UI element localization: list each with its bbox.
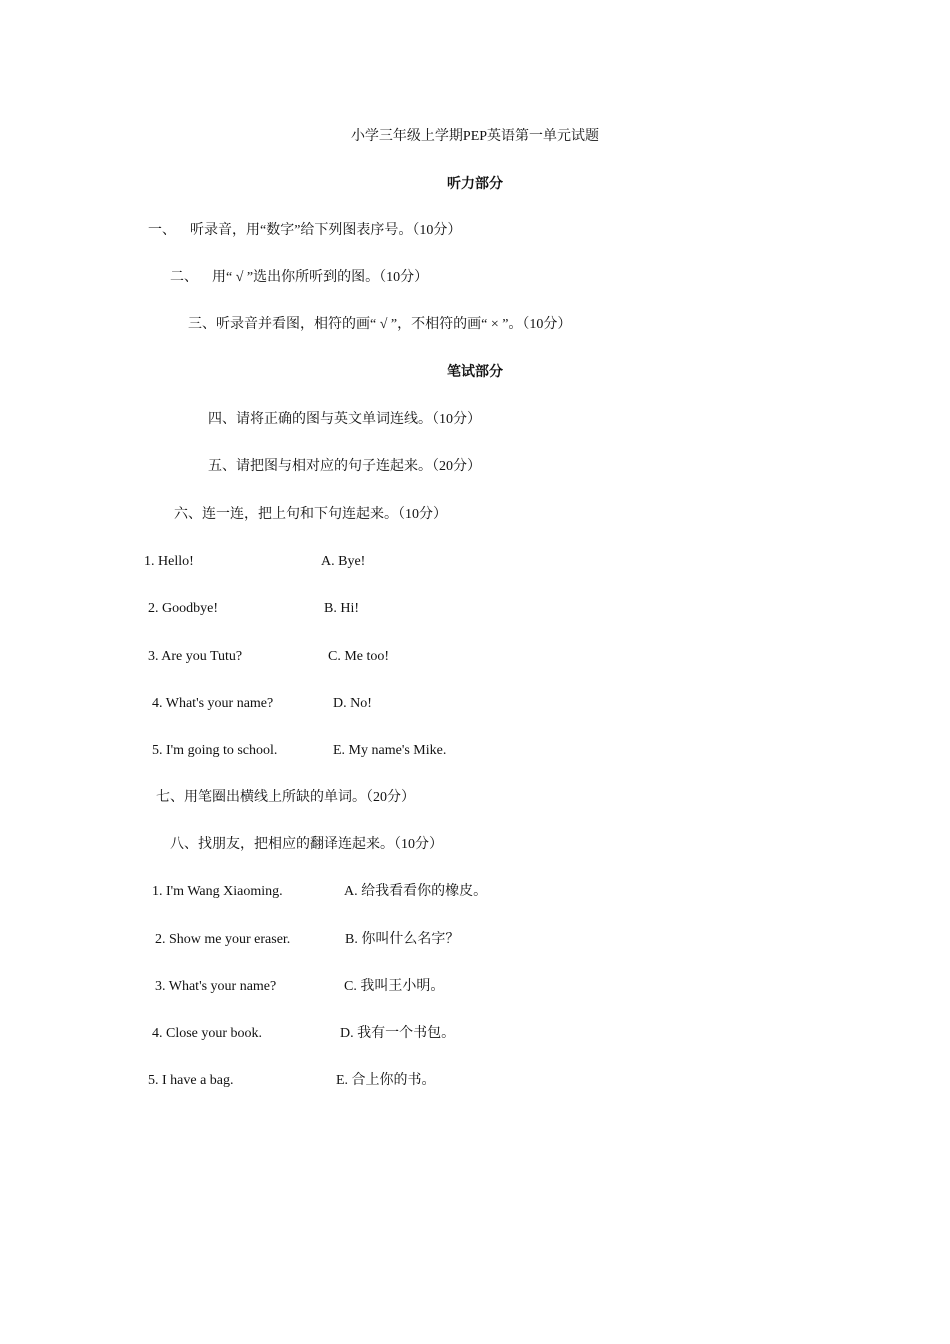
- q8-right-item: D. 我有一个书包。: [340, 1026, 456, 1041]
- question-4: 四、请将正确的图与英文单词连线。（10分）: [208, 412, 481, 427]
- q6-left-item: 3. Are you Tutu?: [148, 649, 243, 664]
- q6-left-item: 5. I'm going to school.: [152, 743, 278, 758]
- question-5: 五、请把图与相对应的句子连起来。（20分）: [208, 459, 481, 474]
- question-7: 七、用笔圈出横线上所缺的单词。（20分）: [156, 790, 415, 805]
- q6-left-item: 4. What's your name?: [152, 696, 274, 711]
- q6-right-item: C. Me too!: [328, 649, 390, 664]
- q8-left-item: 2. Show me your eraser.: [155, 932, 291, 947]
- q6-right-item: E. My name's Mike.: [333, 743, 447, 758]
- q8-right-item: B. 你叫什么名字？: [345, 932, 460, 947]
- listening-section-heading: 听力部分: [447, 177, 503, 192]
- q8-left-item: 1. I'm Wang Xiaoming.: [152, 884, 283, 899]
- question-8: 八、找朋友，把相应的翻译连起来。（10分）: [170, 837, 443, 852]
- q8-right-item: A. 给我看看你的橡皮。: [344, 884, 488, 899]
- q6-right-item: B. Hi!: [324, 601, 359, 616]
- q6-left-item: 1. Hello!: [144, 554, 194, 569]
- q8-left-item: 4. Close your book.: [152, 1026, 263, 1041]
- q6-right-item: A. Bye!: [321, 554, 366, 569]
- q8-left-item: 5. I have a bag.: [148, 1073, 234, 1088]
- q8-right-item: C. 我叫王小明。: [344, 979, 445, 994]
- question-3: 三、听录音并看图，相符的画“ √ ”，不相符的画“ × ”。（10分）: [188, 317, 572, 332]
- q6-left-item: 2. Goodbye!: [148, 601, 218, 616]
- q8-left-item: 3. What's your name?: [155, 979, 277, 994]
- question-1: 一、 听录音，用“数字”给下列图表序号。（10分）: [148, 223, 462, 238]
- document-title: 小学三年级上学期PEP英语第一单元试题: [350, 129, 600, 144]
- question-2: 二、 用“ √ ”选出你所听到的图。（10分）: [170, 270, 429, 285]
- q6-right-item: D. No!: [333, 696, 372, 711]
- q8-right-item: E. 合上你的书。: [336, 1073, 436, 1088]
- question-6: 六、连一连，把上句和下句连起来。（10分）: [174, 507, 447, 522]
- writing-section-heading: 笔试部分: [447, 365, 503, 380]
